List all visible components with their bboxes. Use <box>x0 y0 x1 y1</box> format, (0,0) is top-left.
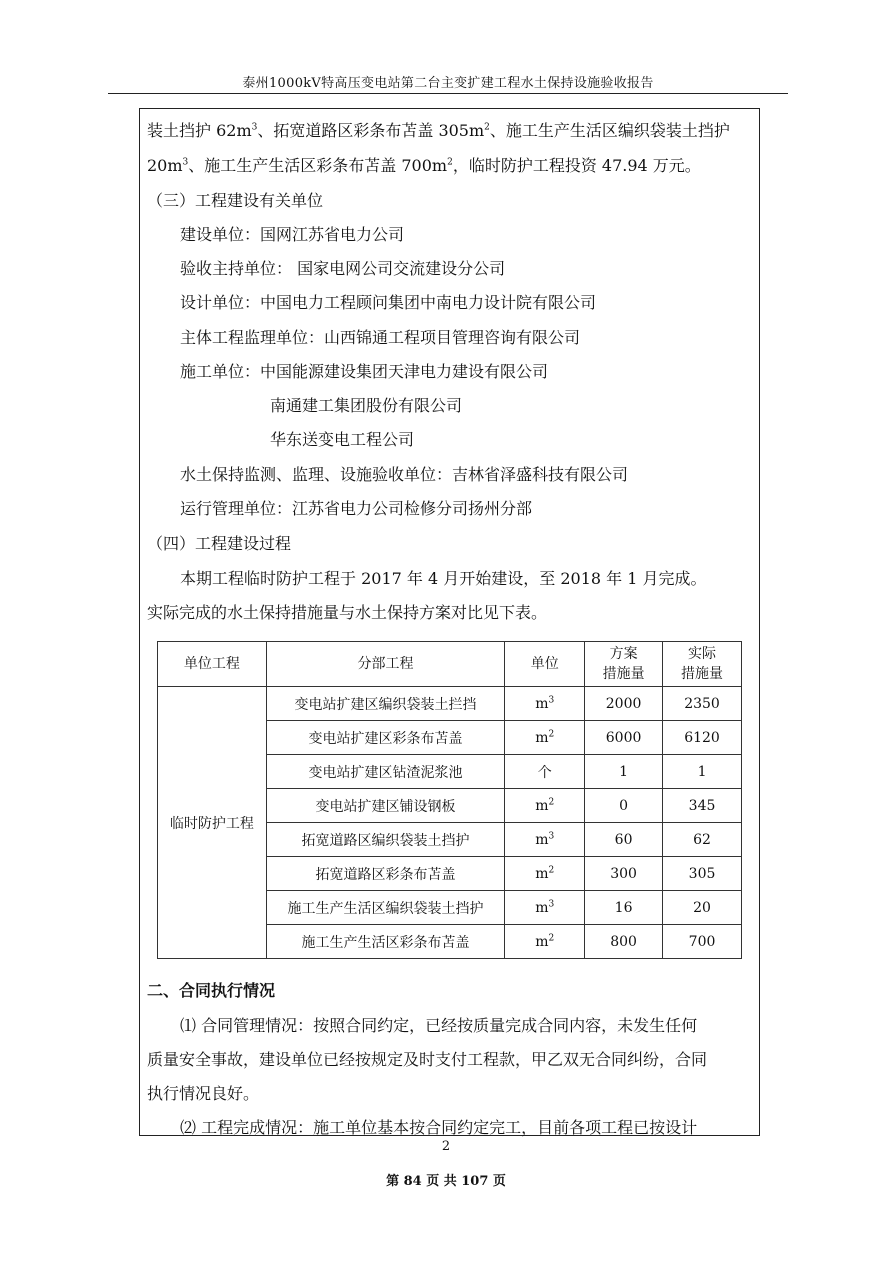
header-plan-line-1: 方案 <box>609 646 638 662</box>
row-unit-sup: 2 <box>548 796 555 807</box>
page-number: 2 <box>441 1139 451 1154</box>
section4-para-1: 本期工程临时防护工程于 2017 年 4 月开始建设，至 2018 年 1 月完成。 <box>180 569 707 588</box>
row-plan: 0 <box>585 789 663 823</box>
row-name: 变电站扩建区铺设钢板 <box>266 789 505 823</box>
row-actual: 345 <box>663 789 742 823</box>
row-actual: 6120 <box>663 721 742 755</box>
row-name: 变电站扩建区彩条布苫盖 <box>266 721 505 755</box>
row-unit-base: m <box>535 933 549 950</box>
supervisor-unit: 主体工程监理单位：山西锦通工程项目管理咨询有限公司 <box>180 328 581 347</box>
contract-para-1-line-2: 质量安全事故，建设单位已经按规定及时支付工程款，甲乙双无合同纠纷，合同 <box>147 1050 708 1069</box>
contract-section-title: 二、合同执行情况 <box>147 981 276 1000</box>
intro-sup-2a: 3 <box>182 157 189 168</box>
section4-para-2: 实际完成的水土保持措施量与水土保持方案对比见下表。 <box>147 603 548 622</box>
row-unit-base: m <box>535 899 549 916</box>
row-unit-sup: 3 <box>548 830 555 841</box>
builder-unit: 建设单位：国网江苏省电力公司 <box>180 225 405 244</box>
row-name: 变电站扩建区编织袋装土拦挡 <box>266 687 505 721</box>
contract-para-1-line-1: ⑴ 合同管理情况：按照合同约定，已经按质量完成合同内容，未发生任何 <box>180 1016 698 1035</box>
intro-text-1a: 装土挡护 62m <box>147 121 252 140</box>
header-actual-line-2: 措施量 <box>681 666 724 682</box>
row-actual: 1 <box>663 755 742 789</box>
acceptance-host-unit: 验收主持单位： 国家电网公司交流建设分公司 <box>180 259 506 278</box>
header-unit: 单位 <box>505 642 585 687</box>
intro-text-2a: 20m <box>147 156 183 175</box>
intro-text-2b: 、施工生产生活区彩条布苫盖 700m <box>188 156 448 175</box>
header-plan-line-2: 措施量 <box>602 666 645 682</box>
row-plan: 800 <box>585 925 663 959</box>
constructor-unit-1: 施工单位：中国能源建设集团天津电力建设有限公司 <box>180 362 549 381</box>
header-rule <box>108 93 788 94</box>
row-unit-base: m <box>535 865 549 882</box>
intro-sup-1b: 2 <box>484 122 490 133</box>
row-unit <box>505 891 585 925</box>
row-unit-sup: 3 <box>548 694 555 705</box>
contract-para-1-line-3: 执行情况良好。 <box>147 1084 260 1103</box>
table-header-row <box>158 642 742 687</box>
header-plan <box>585 642 663 687</box>
row-actual: 2350 <box>663 687 742 721</box>
operation-unit: 运行管理单位：江苏省电力公司检修分司扬州分部 <box>180 499 533 518</box>
header-sub-project: 分部工程 <box>266 642 505 687</box>
row-name: 拓宽道路区彩条布苫盖 <box>266 857 505 891</box>
row-name: 施工生产生活区彩条布苫盖 <box>266 925 505 959</box>
intro-line-1 <box>147 121 730 141</box>
intro-line-2 <box>147 156 701 176</box>
row-name: 施工生产生活区编织袋装土挡护 <box>266 891 505 925</box>
monitoring-unit: 水土保持监测、监理、设施验收单位：吉林省泽盛科技有限公司 <box>180 465 629 484</box>
row-actual: 62 <box>663 823 742 857</box>
row-unit <box>505 823 585 857</box>
row-name: 拓宽道路区编织袋装土挡护 <box>266 823 505 857</box>
row-unit-sup: 2 <box>548 932 555 943</box>
header-actual-line-1: 实际 <box>688 646 717 662</box>
row-actual: 700 <box>663 925 742 959</box>
row-unit-sup: 2 <box>548 864 555 875</box>
section4-title: （四）工程建设过程 <box>147 534 292 553</box>
row-unit-base: m <box>535 729 549 746</box>
row-plan: 300 <box>585 857 663 891</box>
row-plan: 6000 <box>585 721 663 755</box>
row-unit-base: m <box>535 831 549 848</box>
row-unit-base: m <box>535 797 549 814</box>
table-row <box>158 687 742 721</box>
row-plan: 2000 <box>585 687 663 721</box>
row-unit-base: m <box>535 695 549 712</box>
intro-text-2c: ，临时防护工程投资 47.94 万元。 <box>452 156 701 175</box>
contract-para-2-line-1: ⑵ 工程完成情况：施工单位基本按合同约定完工，目前各项工程已按设计 <box>180 1118 698 1137</box>
group-label-cell: 临时防护工程 <box>158 687 267 959</box>
row-unit <box>505 721 585 755</box>
constructor-unit-3: 华东送变电工程公司 <box>270 430 415 449</box>
row-unit-base: 个 <box>537 764 552 781</box>
intro-text-1c: 、施工生产生活区编织袋装土挡护 <box>489 121 730 140</box>
row-unit-sup: 2 <box>548 728 555 739</box>
measures-comparison-table <box>157 641 742 959</box>
row-unit-sup: 3 <box>548 898 555 909</box>
intro-sup-1a: 3 <box>251 122 258 133</box>
intro-sup-2b: 2 <box>447 157 453 168</box>
designer-unit: 设计单位：中国电力工程顾问集团中南电力设计院有限公司 <box>180 293 597 312</box>
row-unit <box>505 789 585 823</box>
row-unit <box>505 925 585 959</box>
intro-text-1b: 、拓宽道路区彩条布苫盖 305m <box>257 121 485 140</box>
section3-title: （三）工程建设有关单位 <box>147 191 324 210</box>
constructor-unit-2: 南通建工集团股份有限公司 <box>270 396 463 415</box>
page-header-title: 泰州1000kV特高压变电站第二台主变扩建工程水土保持设施验收报告 <box>242 76 654 91</box>
row-actual: 20 <box>663 891 742 925</box>
row-unit <box>505 755 585 789</box>
row-plan: 1 <box>585 755 663 789</box>
row-plan: 16 <box>585 891 663 925</box>
row-unit <box>505 687 585 721</box>
header-unit-project: 单位工程 <box>158 642 267 687</box>
row-unit <box>505 857 585 891</box>
row-plan: 60 <box>585 823 663 857</box>
page-footer: 第 84 页 共 107 页 <box>386 1174 506 1189</box>
row-actual: 305 <box>663 857 742 891</box>
header-actual <box>663 642 742 687</box>
row-name: 变电站扩建区钻渣泥浆池 <box>266 755 505 789</box>
